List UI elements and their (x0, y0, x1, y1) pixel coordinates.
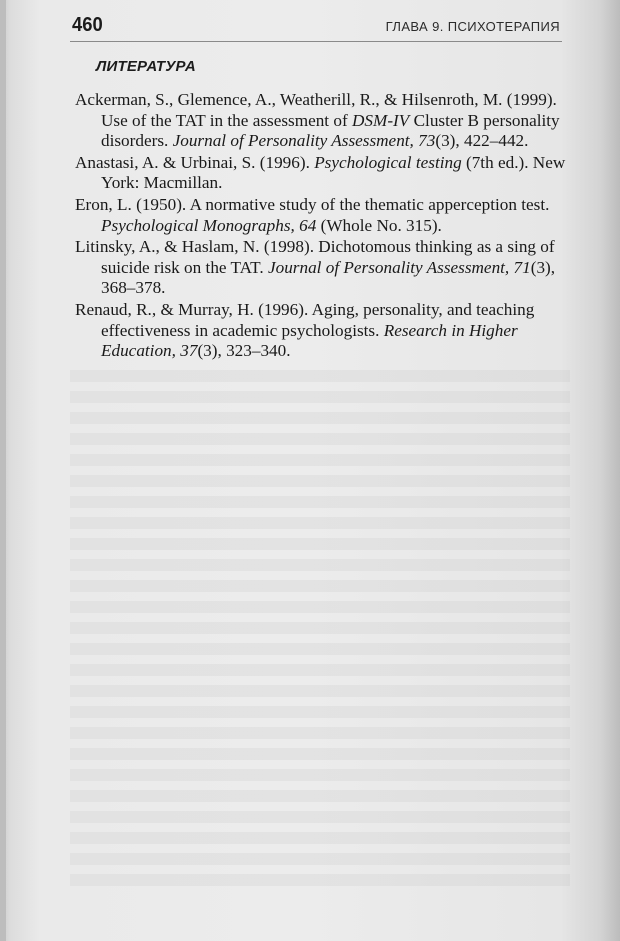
show-through-text (70, 370, 570, 890)
reference-item (75, 237, 567, 299)
section-title: ЛИТЕРАТУРА (96, 58, 196, 75)
header-rule (70, 41, 562, 42)
reference-text: (Whole No. 315). (316, 215, 442, 235)
reference-journal: Psychological Monographs, 64 (101, 215, 317, 235)
reference-text: (3), 422–442. (435, 131, 529, 151)
reference-text: Renaud, R., & Murray, H. (1996). Aging, personality, and teaching effectiveness in academic psychologists. (75, 299, 535, 340)
reference-item (75, 300, 567, 362)
reference-journal: Journal of Personality Assessment, 73 (172, 131, 436, 151)
running-head: ГЛАВА 9. ПСИХОТЕРАПИЯ (385, 19, 560, 34)
reference-text: (3), 323–340. (197, 341, 291, 361)
reference-list (75, 90, 567, 363)
reference-item (75, 153, 567, 194)
page-binding-edge (0, 0, 6, 941)
reference-item (75, 90, 567, 152)
reference-text: Ackerman, S., Glemence, A., Weatherill, R., & Hilsenroth, M. (1999). Use of the TAT in the assessment of (75, 90, 557, 130)
page-header (70, 14, 560, 44)
reference-italic: DSM-IV (352, 110, 410, 130)
reference-text: Anastasi, A. & Urbinai, S. (1996). (75, 152, 315, 172)
reference-text: Litinsky, A., & Haslam, N. (1998). Dichotomous thinking as a sing of suicide risk on the TAT. (75, 237, 555, 277)
reference-italic: Psychological testing (314, 152, 462, 172)
reference-text: (7th ed.). New York: Macmillan. (101, 152, 566, 193)
reference-item (75, 195, 567, 236)
page-number: 460 (72, 14, 103, 36)
reference-text: Eron, L. (1950). A normative study of the thematic apperception test. (75, 194, 550, 214)
reference-text: Cluster B personality disorders. (101, 110, 560, 151)
reference-journal: Research in Higher Education, 37 (101, 320, 518, 361)
reference-text: (3), 368–378. (101, 257, 556, 298)
reference-journal: Journal of Personality Assessment, 71 (267, 257, 531, 277)
